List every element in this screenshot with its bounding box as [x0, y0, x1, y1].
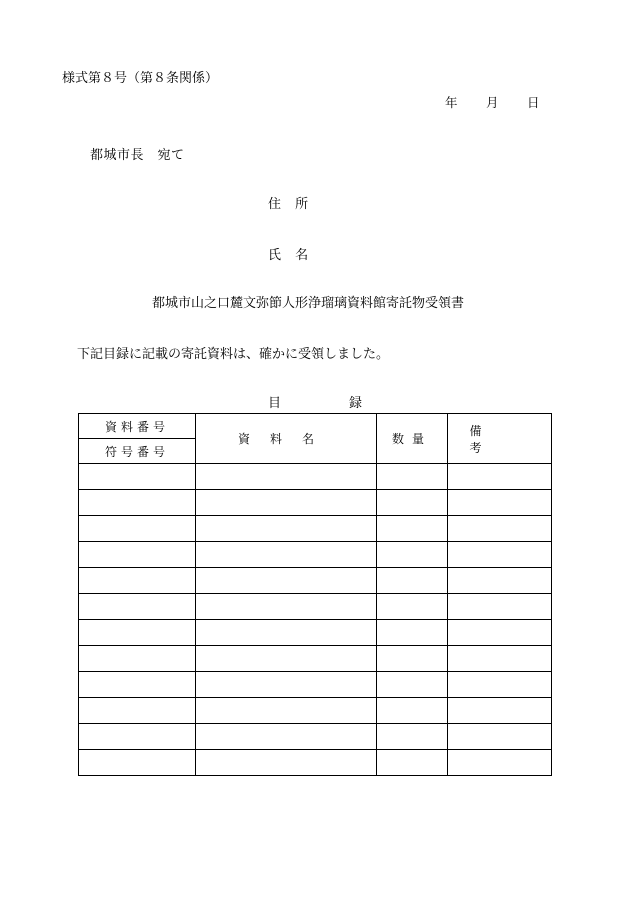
cell-material-number	[79, 646, 196, 672]
cell-material-number	[79, 464, 196, 490]
address-label: 住 所	[268, 197, 314, 212]
inventory-table	[78, 413, 552, 776]
cell-material-number	[79, 620, 196, 646]
cell-material-name	[196, 542, 377, 568]
cell-material-name	[196, 672, 377, 698]
cell-material-number	[79, 672, 196, 698]
table-row	[79, 698, 552, 724]
date-year-label: 年	[445, 95, 458, 110]
cell-material-number	[79, 490, 196, 516]
header-material-number: 資料番号	[79, 414, 196, 439]
cell-quantity	[377, 490, 448, 516]
cell-remarks	[448, 672, 552, 698]
cell-remarks	[448, 490, 552, 516]
cell-material-number	[79, 568, 196, 594]
date-line	[445, 93, 540, 111]
cell-material-name	[196, 568, 377, 594]
cell-material-number	[79, 698, 196, 724]
list-title: 目録	[268, 396, 431, 411]
form-number: 様式第８号（第８条関係）	[62, 71, 219, 86]
cell-remarks	[448, 620, 552, 646]
table-row	[79, 568, 552, 594]
cell-remarks	[448, 594, 552, 620]
date-month-label: 月	[486, 95, 499, 110]
table-row	[79, 646, 552, 672]
cell-material-name	[196, 724, 377, 750]
cell-material-name	[196, 646, 377, 672]
table-row	[79, 620, 552, 646]
cell-quantity	[377, 698, 448, 724]
table-row	[79, 490, 552, 516]
cell-quantity	[377, 516, 448, 542]
cell-quantity	[377, 464, 448, 490]
header-material-name: 資料名	[196, 414, 377, 464]
cell-quantity	[377, 724, 448, 750]
cell-material-name	[196, 516, 377, 542]
header-symbol-number: 符号番号	[79, 439, 196, 464]
document-title: 都城市山之口麓文弥節人形浄瑠璃資料館寄託物受領書	[152, 296, 465, 311]
header-quantity: 数量	[377, 414, 448, 464]
cell-quantity	[377, 672, 448, 698]
cell-remarks	[448, 698, 552, 724]
table-row	[79, 750, 552, 776]
name-label: 氏 名	[268, 248, 314, 263]
cell-remarks	[448, 516, 552, 542]
cell-quantity	[377, 646, 448, 672]
cell-remarks	[448, 750, 552, 776]
cell-material-name	[196, 698, 377, 724]
header-remarks: 備考	[448, 414, 552, 464]
cell-material-number	[79, 724, 196, 750]
cell-remarks	[448, 724, 552, 750]
table-row	[79, 464, 552, 490]
cell-material-name	[196, 750, 377, 776]
table-row	[79, 516, 552, 542]
cell-material-number	[79, 542, 196, 568]
cell-material-name	[196, 490, 377, 516]
cell-quantity	[377, 568, 448, 594]
statement-text: 下記目録に記載の寄託資料は、確かに受領しました。	[77, 347, 390, 362]
table-row	[79, 724, 552, 750]
cell-remarks	[448, 542, 552, 568]
cell-material-name	[196, 594, 377, 620]
cell-material-name	[196, 620, 377, 646]
cell-quantity	[377, 750, 448, 776]
date-day-label: 日	[527, 95, 540, 110]
cell-quantity	[377, 620, 448, 646]
table-row	[79, 542, 552, 568]
cell-quantity	[377, 542, 448, 568]
cell-material-name	[196, 464, 377, 490]
cell-quantity	[377, 594, 448, 620]
table-header-row	[79, 414, 552, 439]
table-row	[79, 672, 552, 698]
addressee: 都城市長 宛て	[90, 148, 185, 163]
cell-remarks	[448, 646, 552, 672]
cell-remarks	[448, 568, 552, 594]
cell-material-number	[79, 594, 196, 620]
cell-material-number	[79, 750, 196, 776]
inventory-table-body	[79, 414, 552, 776]
cell-remarks	[448, 464, 552, 490]
cell-material-number	[79, 516, 196, 542]
table-row	[79, 594, 552, 620]
